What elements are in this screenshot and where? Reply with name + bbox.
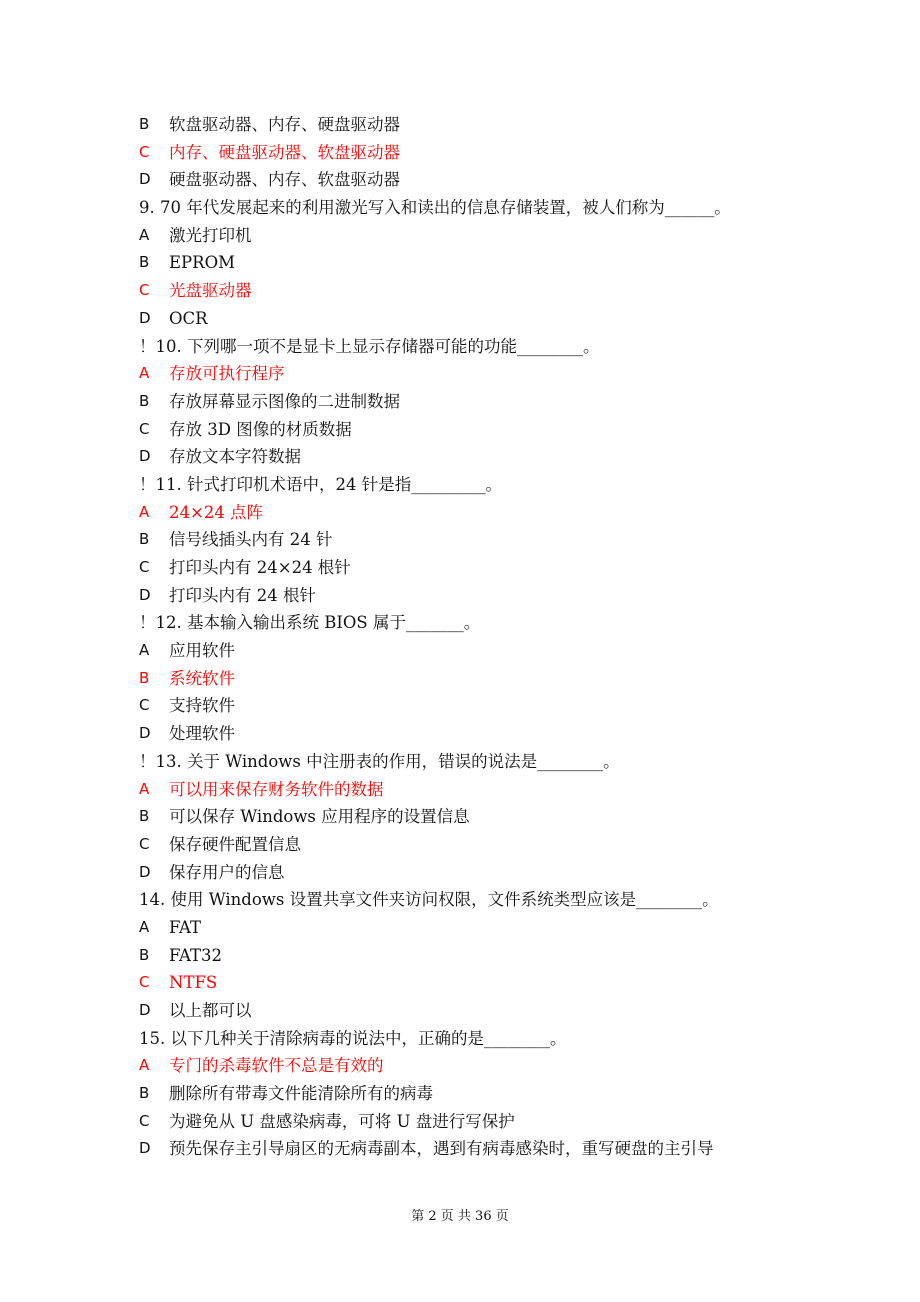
option-letter: A [139,502,150,521]
option-letter: B [139,253,150,272]
option-letter: C [139,281,150,300]
question-line [139,748,819,776]
question-text: 15. 以下几种关于清除病毒的说法中，正确的是________。 [139,1028,567,1048]
question-text: 14. 使用 Windows 设置共享文件夹访问权限，文件系统类型应该是________。 [139,890,719,910]
option-text: 保存硬件配置信息 [169,834,301,854]
option-line [139,443,819,471]
question-text: ！11. 针式打印机术语中，24 针是指_________。 [139,474,502,494]
option-line [139,416,819,444]
option-line [139,139,819,167]
option-letter: B [139,1084,150,1103]
option-letter: C [139,419,150,438]
option-line [139,526,819,554]
option-letter: B [139,391,150,410]
option-text: FAT [169,917,202,937]
question-text: 9. 70 年代发展起来的利用激光写入和读出的信息存储装置，被人们称为______。 [139,198,731,218]
option-text: 打印头内有 24×24 根针 [169,558,351,577]
option-letter: B [139,945,150,964]
option-text: 内存、硬盘驱动器、软盘驱动器 [169,142,400,162]
option-text: OCR [169,308,208,328]
option-line [139,637,819,665]
option-text: 预先保存主引导扇区的无病毒副本，遇到有病毒感染时，重写硬盘的主引导 [169,1139,714,1159]
question-list [139,111,819,1163]
option-line [139,277,819,305]
page-footer: 第 2 页 共 36 页 [411,1209,509,1224]
option-letter: D [139,170,151,189]
option-line [139,803,819,831]
question-line [139,1025,819,1053]
option-text: 存放可执行程序 [169,364,285,384]
option-text: 可以用来保存财务软件的数据 [169,779,384,799]
question-line [139,471,819,499]
option-text: 激光打印机 [169,225,252,245]
option-text: 处理软件 [169,724,235,744]
option-text: 光盘驱动器 [169,281,252,301]
option-text: NTFS [169,973,218,993]
question-line [139,609,819,637]
option-text: 为避免从 U 盘感染病毒，可将 U 盘进行写保护 [169,1111,515,1131]
option-text: 存放屏幕显示图像的二进制数据 [169,391,400,411]
option-letter: D [139,447,151,466]
option-text: 支持软件 [169,696,235,716]
option-letter: D [139,724,151,743]
option-letter: C [139,696,150,715]
option-line [139,1052,819,1080]
option-line [139,1108,819,1136]
option-letter: A [139,779,150,798]
option-line [139,111,819,139]
option-text: 删除所有带毒文件能清除所有的病毒 [169,1084,433,1104]
option-letter: B [139,668,150,687]
option-text: 保存用户的信息 [169,862,285,882]
option-line [139,249,819,277]
option-letter: B [139,115,150,133]
option-line [139,665,819,693]
option-text: 可以保存 Windows 应用程序的设置信息 [169,807,470,827]
option-line [139,692,819,720]
option-text: 硬盘驱动器、内存、软盘驱动器 [169,170,400,190]
option-line [139,582,819,610]
question-line [139,194,819,222]
option-letter: C [139,834,150,853]
option-line [139,166,819,194]
question-text: ！12. 基本输入输出系统 BIOS 属于_______。 [139,613,481,633]
option-letter: D [139,1139,151,1158]
option-letter: D [139,1001,151,1019]
question-text: ！13. 关于 Windows 中注册表的作用，错误的说法是________。 [139,751,620,771]
option-letter: A [139,225,150,244]
option-text: 信号线插头内有 24 针 [169,530,333,550]
option-letter: B [139,807,150,826]
option-line [139,720,819,748]
option-text: 24×24 点阵 [169,502,264,522]
option-text: 应用软件 [169,641,235,661]
option-text: 专门的杀毒软件不总是有效的 [169,1056,384,1076]
option-letter: C [139,1111,150,1130]
option-line [139,997,819,1025]
option-text: FAT32 [169,945,223,965]
option-line [139,388,819,416]
question-line [139,886,819,914]
option-line [139,499,819,527]
option-line [139,1080,819,1108]
option-line [139,554,819,582]
option-letter: C [139,142,150,161]
option-text: 软盘驱动器、内存、硬盘驱动器 [169,115,400,134]
option-letter: A [139,364,150,383]
option-text: 存放 3D 图像的材质数据 [169,419,352,439]
option-letter: C [139,973,150,992]
option-line [139,776,819,804]
option-letter: D [139,585,151,604]
option-line [139,305,819,333]
option-letter: A [139,917,150,936]
option-line [139,914,819,942]
option-letter: C [139,558,150,576]
option-text: 存放文本字符数据 [169,447,301,467]
question-text: ！10. 下列哪一项不是显卡上显示存储器可能的功能________。 [139,336,600,356]
option-line [139,859,819,887]
option-text: EPROM [169,253,235,273]
option-line [139,360,819,388]
option-line [139,969,819,997]
option-letter: D [139,308,151,327]
option-line [139,942,819,970]
option-letter: A [139,641,150,660]
option-line [139,831,819,859]
option-text: 以上都可以 [169,1001,252,1020]
option-line [139,222,819,250]
option-text: 系统软件 [169,668,235,688]
option-letter: A [139,1056,150,1075]
option-line [139,1135,819,1163]
option-letter: D [139,862,151,881]
option-text: 打印头内有 24 根针 [169,585,316,605]
option-letter: B [139,530,150,549]
question-line [139,333,819,361]
